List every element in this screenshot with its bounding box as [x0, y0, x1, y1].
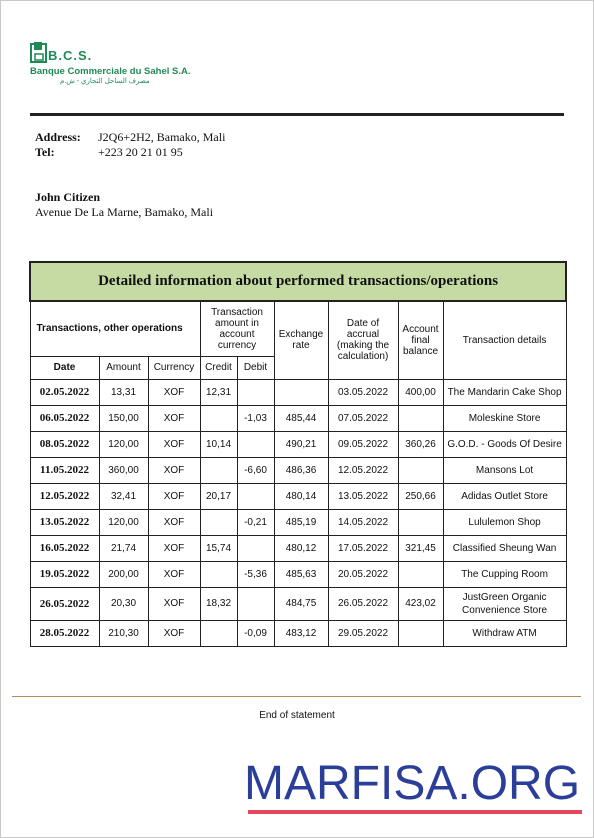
table-row — [30, 535, 566, 561]
row-credit — [200, 561, 237, 587]
row-details: Adidas Outlet Store — [443, 483, 566, 509]
amount-in-currency-header: Transaction amount in account currency — [200, 301, 274, 356]
row-accrual: 26.05.2022 — [328, 587, 398, 620]
row-rate: 485,44 — [274, 405, 328, 431]
customer-address: Avenue De La Marne, Bamako, Mali — [35, 205, 214, 219]
row-balance: 321,45 — [398, 535, 443, 561]
row-balance — [398, 457, 443, 483]
row-details: Moleskine Store — [443, 405, 566, 431]
final-balance-header: Account final balance — [398, 301, 443, 379]
row-balance — [398, 509, 443, 535]
row-date: 08.05.2022 — [30, 431, 99, 457]
row-currency: XOF — [148, 405, 200, 431]
table-row — [30, 457, 566, 483]
row-amount: 200,00 — [99, 561, 148, 587]
row-date: 06.05.2022 — [30, 405, 99, 431]
row-details: Mansons Lot — [443, 457, 566, 483]
exchange-rate-header: Exchange rate — [274, 301, 328, 379]
row-debit — [237, 431, 274, 457]
row-balance — [398, 620, 443, 646]
row-accrual: 14.05.2022 — [328, 509, 398, 535]
bank-abbreviation: B.C.S. — [48, 48, 93, 63]
end-of-statement: End of statement — [259, 710, 335, 721]
row-accrual: 09.05.2022 — [328, 431, 398, 457]
row-credit: 20,17 — [200, 483, 237, 509]
row-details: Withdraw ATM — [443, 620, 566, 646]
row-date: 28.05.2022 — [30, 620, 99, 646]
row-date: 16.05.2022 — [30, 535, 99, 561]
row-rate: 486,36 — [274, 457, 328, 483]
row-currency: XOF — [148, 457, 200, 483]
row-credit — [200, 620, 237, 646]
row-rate — [274, 379, 328, 405]
row-rate: 485,63 — [274, 561, 328, 587]
watermark-text: MARFISA.ORG — [244, 757, 581, 810]
row-accrual: 17.05.2022 — [328, 535, 398, 561]
tel-value: +223 20 21 01 95 — [98, 145, 183, 159]
customer-block — [35, 190, 213, 220]
row-amount: 20,30 — [99, 587, 148, 620]
row-details: The Cupping Room — [443, 561, 566, 587]
table-row — [30, 379, 566, 405]
row-rate: 480,14 — [274, 483, 328, 509]
footer-divider — [12, 696, 581, 697]
details-header: Transaction details — [443, 301, 566, 379]
date-header: Date — [30, 356, 99, 379]
row-currency: XOF — [148, 620, 200, 646]
row-debit — [237, 587, 274, 620]
row-details: JustGreen Organic Convenience Store — [443, 587, 566, 620]
table-row — [30, 431, 566, 457]
row-date: 11.05.2022 — [30, 457, 99, 483]
address-label: Address: — [35, 130, 81, 144]
row-debit: -5,36 — [237, 561, 274, 587]
row-debit — [237, 379, 274, 405]
row-credit: 12,31 — [200, 379, 237, 405]
row-currency: XOF — [148, 509, 200, 535]
row-accrual: 20.05.2022 — [328, 561, 398, 587]
row-debit — [237, 535, 274, 561]
row-accrual: 03.05.2022 — [328, 379, 398, 405]
row-currency: XOF — [148, 587, 200, 620]
debit-header: Debit — [237, 356, 274, 379]
row-debit: -0,09 — [237, 620, 274, 646]
row-amount: 210,30 — [99, 620, 148, 646]
row-rate: 480,12 — [274, 535, 328, 561]
row-currency: XOF — [148, 561, 200, 587]
row-credit: 18,32 — [200, 587, 237, 620]
tel-label: Tel: — [35, 145, 55, 159]
row-details: The Mandarin Cake Shop — [443, 379, 566, 405]
row-balance — [398, 561, 443, 587]
row-rate: 483,12 — [274, 620, 328, 646]
row-date: 12.05.2022 — [30, 483, 99, 509]
table-row — [30, 405, 566, 431]
amount-header: Amount — [99, 356, 148, 379]
bank-name-arabic: مصرف الساحل التجاري - ش.م — [60, 78, 150, 85]
table-row — [30, 509, 566, 535]
row-amount: 21,74 — [99, 535, 148, 561]
bank-address-block — [35, 130, 225, 160]
row-details: Lululemon Shop — [443, 509, 566, 535]
row-currency: XOF — [148, 483, 200, 509]
row-amount: 360,00 — [99, 457, 148, 483]
table-row — [30, 620, 566, 646]
row-credit — [200, 457, 237, 483]
row-amount: 32,41 — [99, 483, 148, 509]
row-details: G.O.D. - Goods Of Desire — [443, 431, 566, 457]
row-debit: -0,21 — [237, 509, 274, 535]
row-accrual: 07.05.2022 — [328, 405, 398, 431]
row-balance: 423,02 — [398, 587, 443, 620]
row-currency: XOF — [148, 431, 200, 457]
row-credit: 15,74 — [200, 535, 237, 561]
address-value: J2Q6+2H2, Bamako, Mali — [98, 130, 226, 144]
table-title: Detailed information about performed transactions/operations — [30, 262, 566, 301]
row-date: 13.05.2022 — [30, 509, 99, 535]
row-debit: -6,60 — [237, 457, 274, 483]
row-currency: XOF — [148, 535, 200, 561]
bcs-logo-icon — [30, 40, 50, 64]
row-amount: 13,31 — [99, 379, 148, 405]
row-balance: 360,26 — [398, 431, 443, 457]
group-header: Transactions, other operations — [30, 301, 200, 356]
credit-header: Credit — [200, 356, 237, 379]
row-rate: 485,19 — [274, 509, 328, 535]
row-balance: 250,66 — [398, 483, 443, 509]
transactions-table — [29, 261, 567, 647]
row-accrual: 12.05.2022 — [328, 457, 398, 483]
table-row — [30, 587, 566, 620]
row-rate: 484,75 — [274, 587, 328, 620]
row-date: 19.05.2022 — [30, 561, 99, 587]
row-rate: 490,21 — [274, 431, 328, 457]
row-date: 02.05.2022 — [30, 379, 99, 405]
bank-name: Banque Commerciale du Sahel S.A. — [30, 66, 191, 77]
row-amount: 120,00 — [99, 431, 148, 457]
row-credit — [200, 509, 237, 535]
row-accrual: 13.05.2022 — [328, 483, 398, 509]
row-balance: 400,00 — [398, 379, 443, 405]
table-row — [30, 483, 566, 509]
row-credit: 10,14 — [200, 431, 237, 457]
row-accrual: 29.05.2022 — [328, 620, 398, 646]
row-amount: 150,00 — [99, 405, 148, 431]
row-debit — [237, 483, 274, 509]
row-balance — [398, 405, 443, 431]
currency-header: Currency — [148, 356, 200, 379]
row-date: 26.05.2022 — [30, 587, 99, 620]
accrual-date-header: Date of accrual (making the calculation) — [328, 301, 398, 379]
row-debit: -1,03 — [237, 405, 274, 431]
transactions-table-wrap — [29, 261, 565, 647]
watermark-underline — [248, 810, 582, 814]
row-amount: 120,00 — [99, 509, 148, 535]
header-divider — [30, 113, 564, 116]
customer-name: John Citizen — [35, 190, 101, 204]
table-row — [30, 561, 566, 587]
row-details: Classified Sheung Wan — [443, 535, 566, 561]
row-credit — [200, 405, 237, 431]
row-currency: XOF — [148, 379, 200, 405]
